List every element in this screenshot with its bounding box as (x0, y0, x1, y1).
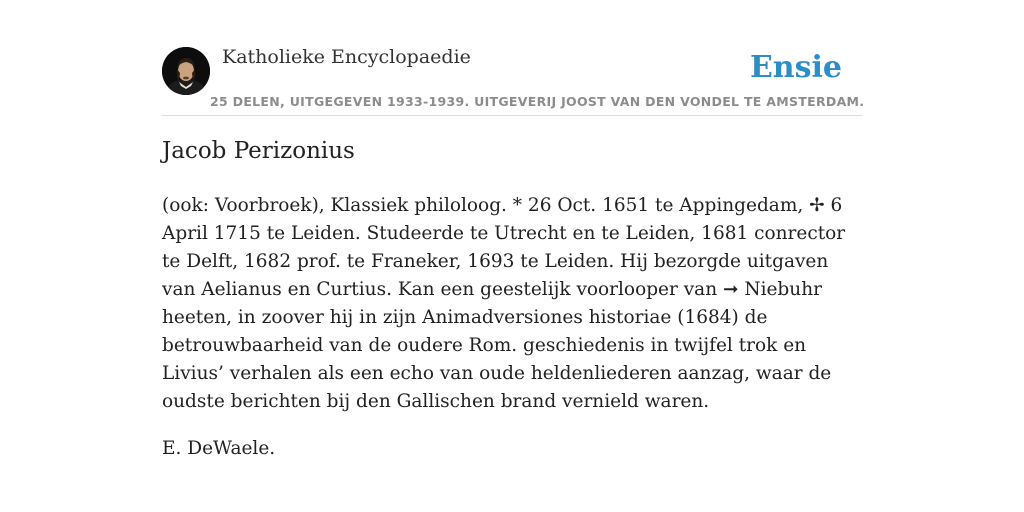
entry-body: (ook: Voorbroek), Klassiek philoloog. * 26 Oct. 1651 te Appingedam, ✢ 6 April 1715 te Leiden. Studeerde te Utrecht en te Leiden, 1681 conrector te Delft, 1682 prof. te Franeker, 1693 te Leiden. Hij bezorgde uitgaven van Aelianus en Curtius. Kan een geestelijk voorlooper van ➞ Niebuhr heeten, in zoover hij in zijn Animadversiones historiae (1684) de betrouwbaarheid van de oudere Rom. geschiedenis in twijfel trok en Livius’ verhalen als een echo van oude heldenliederen aanzag, waar de oudste berichten bij den Gallischen brand vernield waren. (162, 195, 846, 412)
source-meta: 25 DELEN, UITGEGEVEN 1933-1939. UITGEVERIJ JOOST VAN DEN VONDEL TE AMSTERDAM. (210, 94, 865, 109)
source-header (162, 44, 865, 116)
ensie-logo-link[interactable]: Ensie (749, 50, 842, 85)
entry-author: E. DeWaele. (162, 438, 276, 459)
source-title[interactable]: Katholieke Encyclopaedie (222, 46, 471, 68)
page-title: Jacob Perizonius (162, 138, 355, 164)
portrait-icon[interactable] (162, 47, 210, 95)
